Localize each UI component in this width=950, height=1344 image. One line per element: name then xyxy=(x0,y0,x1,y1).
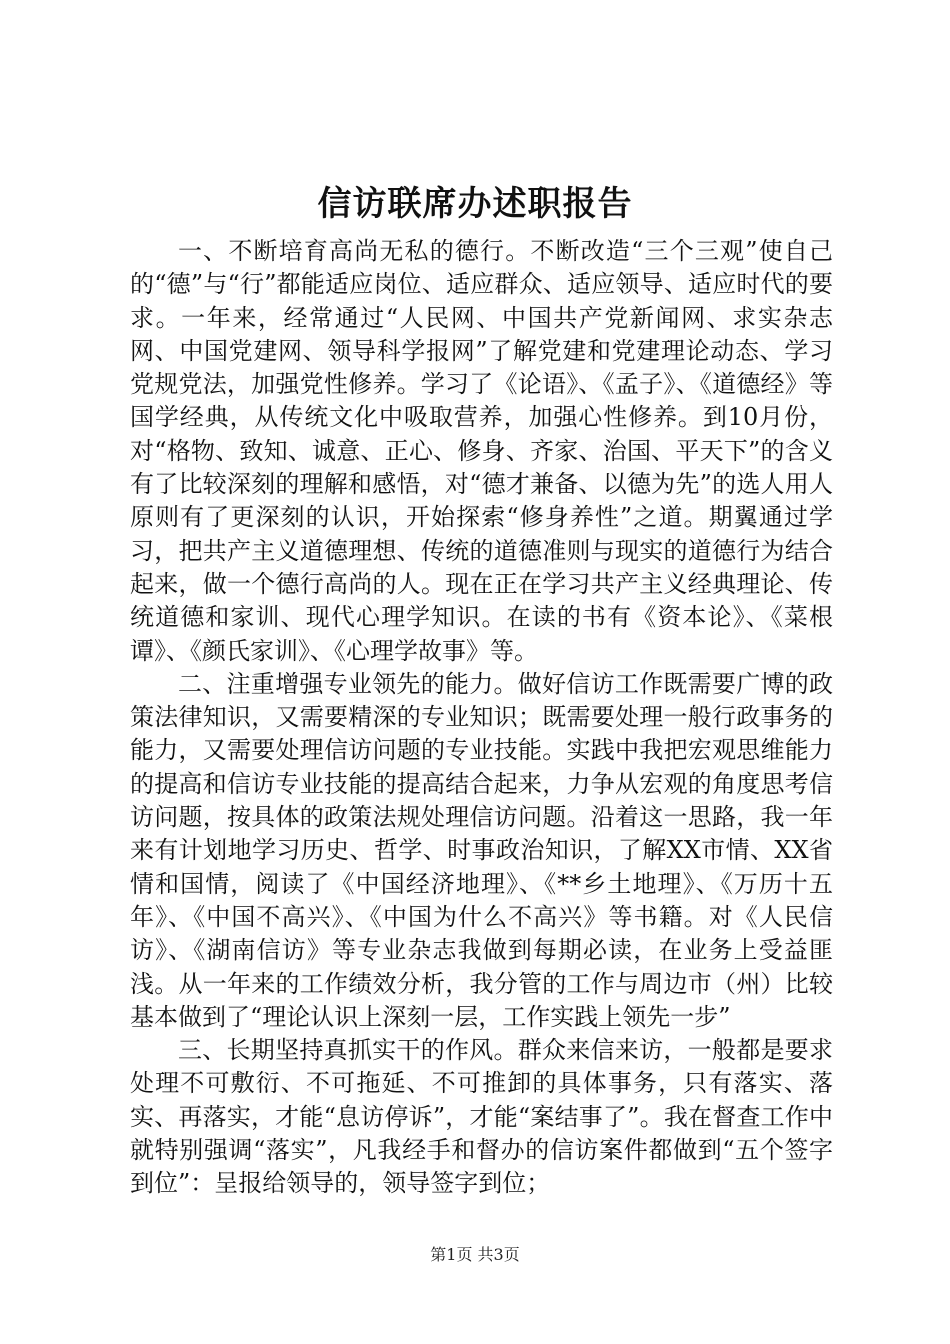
paragraph-1: 一、不断培育高尚无私的德行。不断改造“三个三观”使自己的“德”与“行”都能适应岗位、适应群众、适应领导、适应时代的要求。一年来，经常通过“人民网、中国共产党新闻网、求实杂志网、中国党建网、领导科学报网”了解党建和党建理论动态、学习党规党法，加强党性修养。学习了《论语》、《孟子》、《道德经》等国学经典，从传统文化中吸取营养，加强心性修养。到10月份，对“格物、致知、诚意、正心、修身、齐家、治国、平天下”的含义有了比较深刻的理解和感悟，对“德才兼备、以德为先”的选人用人原则有了更深刻的认识，开始探索“修身养性”之道。期翼通过学习，把共产主义道德理想、传统的道德准则与现实的道德行为结合起来，做一个德行高尚的人。现在正在学习共产主义经典理论、传统道德和家训、现代心理学知识。在读的书有《资本论》、《菜根谭》、《颜氏家训》、《心理学故事》等。 xyxy=(130,237,833,665)
document-body xyxy=(130,235,833,1201)
page-number-footer: 第1页 共3页 xyxy=(430,1245,520,1264)
paragraph-3: 三、长期坚持真抓实干的作风。群众来信来访，一般都是要求处理不可敷衍、不可拖延、不可推卸的具体事务，只有落实、落实、再落实，才能“息访停诉”，才能“案结事了”。我在督查工作中就特别强调“落实”，凡我经手和督办的信访案件都做到“五个签字到位”：呈报给领导的，领导签字到位； xyxy=(130,1036,833,1198)
paragraph-2: 二、注重增强专业领先的能力。做好信访工作既需要广博的政策法律知识，又需要精深的专业知识；既需要处理一般行政事务的能力，又需要处理信访问题的专业技能。实践中我把宏观思维能力的提高和信访专业技能的提高结合起来，力争从宏观的角度思考信访问题，按具体的政策法规处理信访问题。沿着这一思路，我一年来有计划地学习历史、哲学、时事政治知识，了解XX市情、XX省情和国情，阅读了《中国经济地理》、《**乡土地理》、《万历十五年》、《中国不高兴》、《中国为什么不高兴》等书籍。对《人民信访》、《湖南信访》等专业杂志我做到每期必读，在业务上受益匪浅。从一年来的工作绩效分析，我分管的工作与周边市（州）比较基本做到了“理论认识上深刻一层，工作实践上领先一步” xyxy=(130,669,833,1031)
document-title: 信访联席办述职报告 xyxy=(317,184,633,224)
